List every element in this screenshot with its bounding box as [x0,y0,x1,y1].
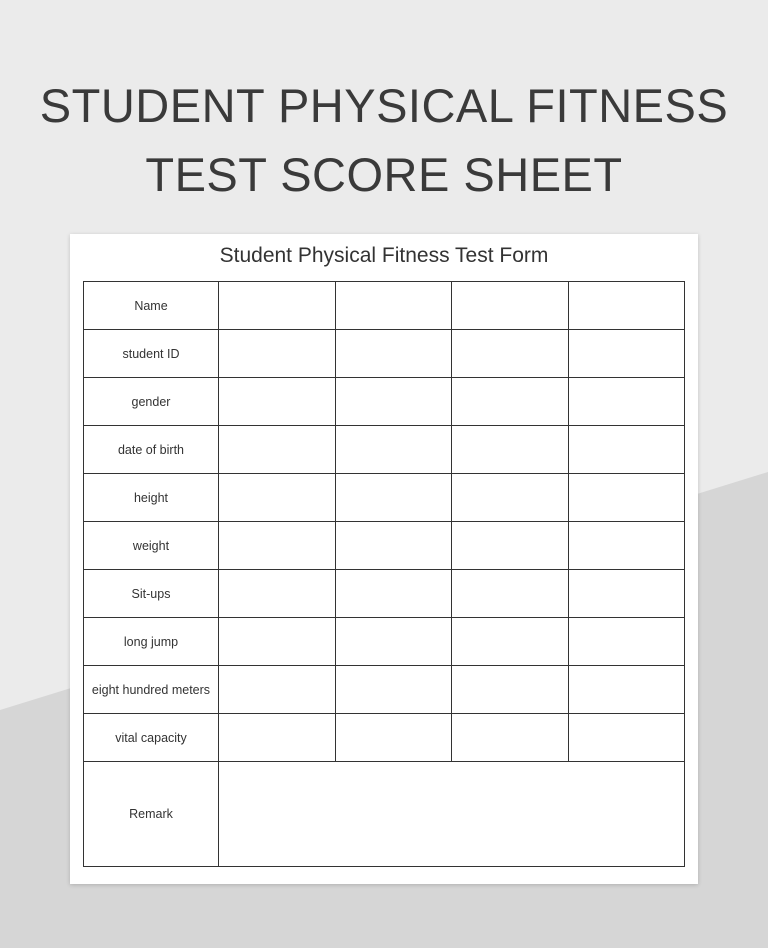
table-row [84,426,685,474]
page-title-line-2: TEST SCORE SHEET [145,148,623,201]
row-label-weight: weight [84,522,219,570]
table-cell[interactable] [335,282,452,330]
table-cell[interactable] [335,714,452,762]
table-cell[interactable] [568,666,685,714]
table-cell[interactable] [219,666,336,714]
table-cell[interactable] [452,714,569,762]
row-label-name: Name [84,282,219,330]
table-cell[interactable] [219,618,336,666]
table-cell[interactable] [452,282,569,330]
form-title: Student Physical Fitness Test Form [219,244,549,267]
row-label-vital-capacity: vital capacity [84,714,219,762]
remark-cell[interactable] [219,762,685,867]
table-cell[interactable] [568,474,685,522]
fitness-test-table [83,281,685,867]
remark-row [84,762,685,867]
table-cell[interactable] [219,474,336,522]
table-cell[interactable] [335,474,452,522]
table-cell[interactable] [568,378,685,426]
table-row [84,714,685,762]
table-row [84,330,685,378]
table-row [84,474,685,522]
table-cell[interactable] [219,522,336,570]
page-title-line-1: STUDENT PHYSICAL FITNESS [39,79,729,132]
table-cell[interactable] [335,522,452,570]
table-row [84,666,685,714]
table-cell[interactable] [219,714,336,762]
row-label-remark: Remark [84,762,219,867]
table-cell[interactable] [568,330,685,378]
row-label-date-of-birth: date of birth [84,426,219,474]
table-cell[interactable] [452,426,569,474]
table-cell[interactable] [452,666,569,714]
row-label-sit-ups: Sit-ups [84,570,219,618]
row-label-height: height [84,474,219,522]
table-cell[interactable] [219,378,336,426]
table-cell[interactable] [568,570,685,618]
table-row [84,522,685,570]
table-cell[interactable] [568,282,685,330]
table-row [84,378,685,426]
table-cell[interactable] [335,426,452,474]
row-label-gender: gender [84,378,219,426]
table-row [84,570,685,618]
table-cell[interactable] [568,714,685,762]
table-cell[interactable] [335,618,452,666]
table-cell[interactable] [452,474,569,522]
table-cell[interactable] [335,378,452,426]
row-label-long-jump: long jump [84,618,219,666]
table-cell[interactable] [219,282,336,330]
table-cell[interactable] [452,570,569,618]
table-cell[interactable] [568,618,685,666]
table-cell[interactable] [568,426,685,474]
table-row [84,282,685,330]
table-cell[interactable] [335,330,452,378]
table-cell[interactable] [568,522,685,570]
table-row [84,618,685,666]
row-label-eight-hundred-meters: eight hundred meters [84,666,219,714]
row-label-student-id: student ID [84,330,219,378]
table-cell[interactable] [219,426,336,474]
table-cell[interactable] [452,618,569,666]
table-cell[interactable] [219,330,336,378]
table-cell[interactable] [452,522,569,570]
table-cell[interactable] [452,330,569,378]
table-cell[interactable] [335,666,452,714]
table-cell[interactable] [219,570,336,618]
table-cell[interactable] [335,570,452,618]
table-cell[interactable] [452,378,569,426]
